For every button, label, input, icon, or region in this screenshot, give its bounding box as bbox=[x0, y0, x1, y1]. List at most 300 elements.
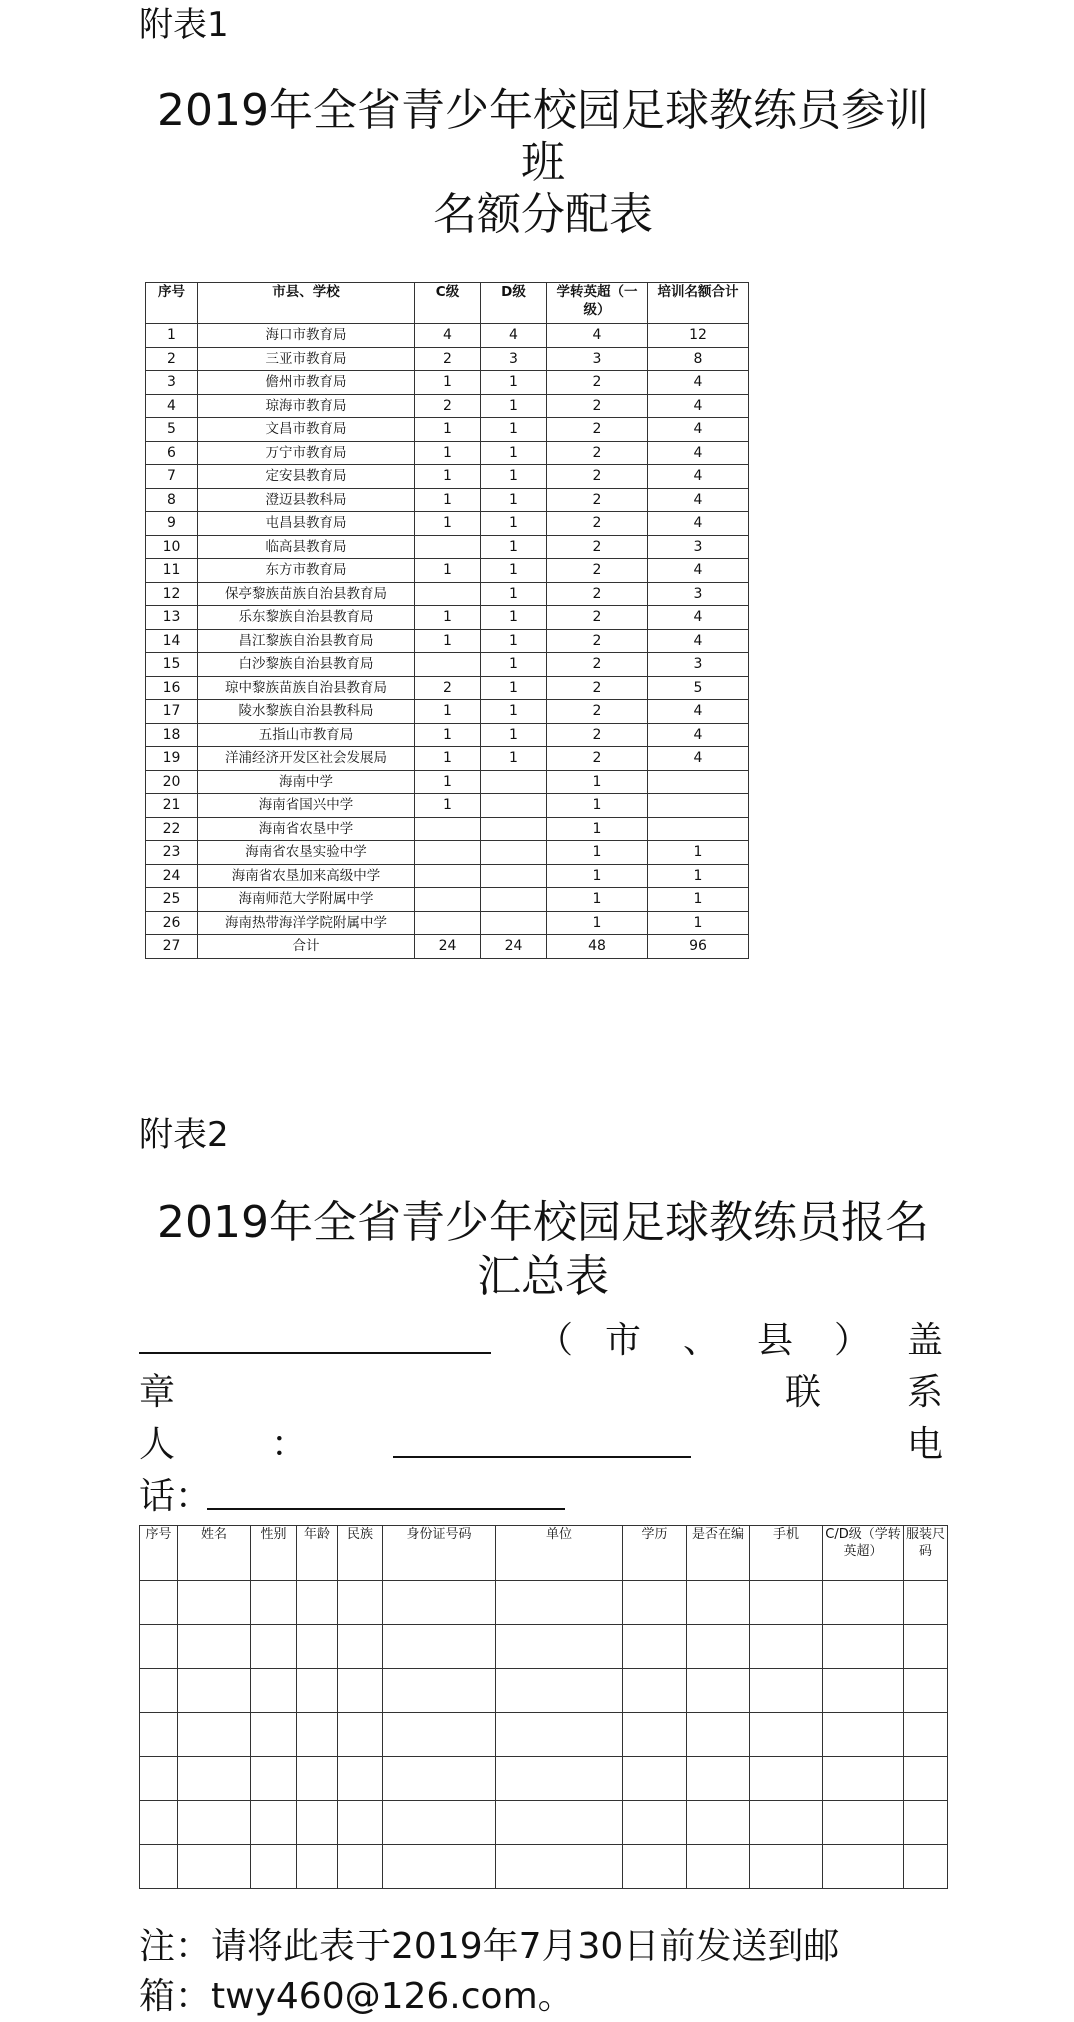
table-cell: 22 bbox=[146, 817, 198, 841]
table-cell: 2 bbox=[547, 512, 648, 536]
table-cell: 5 bbox=[146, 418, 198, 442]
table-cell: 1 bbox=[415, 441, 481, 465]
table-cell: 1 bbox=[481, 418, 547, 442]
table-cell: 昌江黎族自治县教育局 bbox=[198, 629, 415, 653]
table-cell bbox=[415, 841, 481, 865]
table-cell: 文昌市教育局 bbox=[198, 418, 415, 442]
empty-entry-cell[interactable] bbox=[823, 1757, 904, 1801]
table-cell: 海南热带海洋学院附属中学 bbox=[198, 911, 415, 935]
empty-entry-cell[interactable] bbox=[750, 1801, 823, 1845]
table-cell: 1 bbox=[481, 723, 547, 747]
note-suffix: 。 bbox=[537, 1976, 574, 2017]
table-cell: 2 bbox=[415, 394, 481, 418]
empty-entry-cell[interactable] bbox=[687, 1669, 750, 1713]
empty-entry-cell[interactable] bbox=[904, 1845, 948, 1889]
table-cell: 2 bbox=[547, 441, 648, 465]
registration-table-header: 服装尺码 bbox=[904, 1526, 948, 1581]
empty-entry-cell[interactable] bbox=[623, 1845, 687, 1889]
table-cell: 1 bbox=[415, 629, 481, 653]
table-cell: 1 bbox=[547, 817, 648, 841]
table-cell: 4 bbox=[415, 324, 481, 348]
table-row bbox=[140, 1713, 948, 1757]
table-cell: 19 bbox=[146, 747, 198, 771]
table-cell: 96 bbox=[648, 935, 749, 959]
empty-entry-cell[interactable] bbox=[251, 1581, 297, 1625]
table-cell bbox=[481, 911, 547, 935]
phone-label: 话： bbox=[139, 1476, 212, 1517]
quota-allocation-table bbox=[145, 282, 749, 959]
empty-entry-cell[interactable] bbox=[687, 1581, 750, 1625]
table-cell: 1 bbox=[415, 747, 481, 771]
empty-entry-cell[interactable] bbox=[297, 1713, 338, 1757]
email-link[interactable]: twy460@126.com bbox=[211, 1976, 538, 2017]
registration-table-header: 民族 bbox=[338, 1526, 383, 1581]
empty-entry-cell[interactable] bbox=[140, 1625, 178, 1669]
empty-entry-cell[interactable] bbox=[251, 1625, 297, 1669]
table-cell: 1 bbox=[481, 512, 547, 536]
contact-char-1: 联 bbox=[785, 1372, 822, 1413]
table-cell bbox=[481, 841, 547, 865]
empty-entry-cell[interactable] bbox=[623, 1713, 687, 1757]
table-cell: 1 bbox=[481, 371, 547, 395]
table-row bbox=[146, 888, 749, 912]
table-row bbox=[140, 1625, 948, 1669]
phone-blank[interactable] bbox=[207, 1508, 565, 1510]
empty-entry-cell[interactable] bbox=[297, 1801, 338, 1845]
table-cell: 澄迈县教科局 bbox=[198, 488, 415, 512]
table-cell: 12 bbox=[648, 324, 749, 348]
empty-entry-cell[interactable] bbox=[383, 1625, 496, 1669]
table-cell: 1 bbox=[481, 465, 547, 489]
table-cell: 1 bbox=[481, 653, 547, 677]
city-county-blank[interactable] bbox=[139, 1352, 491, 1354]
table-row bbox=[140, 1757, 948, 1801]
empty-entry-cell[interactable] bbox=[687, 1845, 750, 1889]
table-cell: 4 bbox=[648, 559, 749, 583]
empty-entry-cell[interactable] bbox=[383, 1757, 496, 1801]
empty-entry-cell[interactable] bbox=[178, 1581, 251, 1625]
paren-close: ） bbox=[834, 1320, 871, 1361]
empty-entry-cell[interactable] bbox=[251, 1757, 297, 1801]
table-cell: 27 bbox=[146, 935, 198, 959]
phone-char-1: 电 bbox=[907, 1424, 944, 1465]
table-cell: 25 bbox=[146, 888, 198, 912]
empty-entry-cell[interactable] bbox=[750, 1713, 823, 1757]
table-cell: 4 bbox=[648, 418, 749, 442]
table-cell: 2 bbox=[547, 723, 648, 747]
table-cell: 4 bbox=[648, 465, 749, 489]
empty-entry-cell[interactable] bbox=[496, 1757, 623, 1801]
table-cell: 4 bbox=[648, 371, 749, 395]
table-cell: 2 bbox=[415, 676, 481, 700]
table-cell: 16 bbox=[146, 676, 198, 700]
table-cell: 1 bbox=[481, 606, 547, 630]
table-cell: 17 bbox=[146, 700, 198, 724]
table-cell: 3 bbox=[648, 582, 749, 606]
empty-entry-cell[interactable] bbox=[823, 1581, 904, 1625]
contact-char-3: 人 bbox=[139, 1424, 176, 1465]
table-cell: 2 bbox=[547, 629, 648, 653]
empty-entry-cell[interactable] bbox=[687, 1801, 750, 1845]
table-cell: 3 bbox=[146, 371, 198, 395]
table-cell: 1 bbox=[648, 911, 749, 935]
table-row bbox=[146, 394, 749, 418]
empty-entry-cell[interactable] bbox=[140, 1669, 178, 1713]
empty-entry-cell[interactable] bbox=[623, 1801, 687, 1845]
empty-entry-cell[interactable] bbox=[140, 1757, 178, 1801]
table-cell: 1 bbox=[481, 676, 547, 700]
table-cell: 1 bbox=[481, 582, 547, 606]
table-cell: 1 bbox=[415, 488, 481, 512]
table-cell: 1 bbox=[481, 700, 547, 724]
empty-entry-cell[interactable] bbox=[383, 1713, 496, 1757]
table-cell: 2 bbox=[547, 418, 648, 442]
table-cell: 7 bbox=[146, 465, 198, 489]
table-cell: 2 bbox=[547, 465, 648, 489]
empty-entry-cell[interactable] bbox=[338, 1625, 383, 1669]
table-row bbox=[140, 1845, 948, 1889]
table-cell: 保亭黎族苗族自治县教育局 bbox=[198, 582, 415, 606]
empty-entry-cell[interactable] bbox=[750, 1845, 823, 1889]
table-row bbox=[146, 488, 749, 512]
table-cell: 1 bbox=[481, 629, 547, 653]
table-cell: 2 bbox=[547, 747, 648, 771]
table-cell: 1 bbox=[547, 864, 648, 888]
empty-entry-cell[interactable] bbox=[178, 1669, 251, 1713]
table-cell bbox=[415, 888, 481, 912]
empty-entry-cell[interactable] bbox=[338, 1669, 383, 1713]
empty-entry-cell[interactable] bbox=[750, 1581, 823, 1625]
empty-entry-cell[interactable] bbox=[687, 1713, 750, 1757]
empty-entry-cell[interactable] bbox=[623, 1669, 687, 1713]
contact-person-blank[interactable] bbox=[393, 1456, 691, 1458]
empty-entry-cell[interactable] bbox=[338, 1581, 383, 1625]
table-cell: 3 bbox=[547, 347, 648, 371]
table-row bbox=[140, 1669, 948, 1713]
table-cell: 4 bbox=[481, 324, 547, 348]
empty-entry-cell[interactable] bbox=[338, 1845, 383, 1889]
empty-entry-cell[interactable] bbox=[178, 1757, 251, 1801]
table-row bbox=[146, 700, 749, 724]
table-cell: 1 bbox=[547, 911, 648, 935]
note-line1: 注：请将此表于2019年7月30日前发送到邮 bbox=[139, 1926, 840, 1967]
empty-entry-cell[interactable] bbox=[140, 1713, 178, 1757]
table-cell bbox=[481, 794, 547, 818]
empty-entry-cell[interactable] bbox=[823, 1845, 904, 1889]
registration-table-header: 身份证号码 bbox=[383, 1526, 496, 1581]
table-cell: 13 bbox=[146, 606, 198, 630]
registration-table-header: 性别 bbox=[251, 1526, 297, 1581]
table-cell bbox=[481, 817, 547, 841]
table-cell: 海口市教育局 bbox=[198, 324, 415, 348]
table-cell: 1 bbox=[648, 888, 749, 912]
table-row bbox=[146, 935, 749, 959]
empty-entry-cell[interactable] bbox=[904, 1669, 948, 1713]
table-cell: 6 bbox=[146, 441, 198, 465]
table-row bbox=[146, 794, 749, 818]
empty-entry-cell[interactable] bbox=[750, 1757, 823, 1801]
table-cell: 11 bbox=[146, 559, 198, 583]
empty-entry-cell[interactable] bbox=[496, 1625, 623, 1669]
table-row bbox=[146, 512, 749, 536]
registration-table-header: 学历 bbox=[623, 1526, 687, 1581]
table-cell: 1 bbox=[415, 371, 481, 395]
county-char: 县 bbox=[757, 1320, 794, 1361]
table-cell: 临高县教育局 bbox=[198, 535, 415, 559]
table-cell: 1 bbox=[415, 723, 481, 747]
table-cell: 屯昌县教育局 bbox=[198, 512, 415, 536]
empty-entry-cell[interactable] bbox=[251, 1669, 297, 1713]
city-char: 市 bbox=[605, 1320, 642, 1361]
table-cell bbox=[481, 888, 547, 912]
table-cell: 1 bbox=[547, 841, 648, 865]
empty-entry-cell[interactable] bbox=[904, 1757, 948, 1801]
paren-open: （ bbox=[537, 1320, 574, 1361]
table-row bbox=[146, 770, 749, 794]
table-cell: 9 bbox=[146, 512, 198, 536]
empty-entry-cell[interactable] bbox=[496, 1713, 623, 1757]
empty-entry-cell[interactable] bbox=[178, 1713, 251, 1757]
table-cell: 1 bbox=[481, 488, 547, 512]
empty-entry-cell[interactable] bbox=[623, 1581, 687, 1625]
empty-entry-cell[interactable] bbox=[623, 1625, 687, 1669]
table-cell: 白沙黎族自治县教育局 bbox=[198, 653, 415, 677]
table-cell: 3 bbox=[648, 535, 749, 559]
table-row bbox=[146, 606, 749, 630]
empty-entry-cell[interactable] bbox=[496, 1845, 623, 1889]
table-cell: 15 bbox=[146, 653, 198, 677]
registration-table-header: 序号 bbox=[140, 1526, 178, 1581]
empty-entry-cell[interactable] bbox=[140, 1801, 178, 1845]
table-cell: 24 bbox=[415, 935, 481, 959]
contact-colon: ： bbox=[271, 1424, 308, 1465]
table-cell: 2 bbox=[547, 488, 648, 512]
registration-table-header: C/D级（学转英超） bbox=[823, 1526, 904, 1581]
table-cell: 1 bbox=[481, 535, 547, 559]
registration-table-header: 年龄 bbox=[297, 1526, 338, 1581]
table-cell bbox=[415, 864, 481, 888]
empty-entry-cell[interactable] bbox=[383, 1845, 496, 1889]
contact-char-2: 系 bbox=[907, 1372, 944, 1413]
table-cell: 8 bbox=[648, 347, 749, 371]
empty-entry-cell[interactable] bbox=[383, 1669, 496, 1713]
table-cell: 海南省农垦实验中学 bbox=[198, 841, 415, 865]
empty-entry-cell[interactable] bbox=[297, 1757, 338, 1801]
table-cell: 4 bbox=[648, 441, 749, 465]
table-cell: 1 bbox=[415, 700, 481, 724]
annex2-label: 附表2 bbox=[139, 1115, 229, 1155]
table-row bbox=[146, 817, 749, 841]
table-cell: 3 bbox=[481, 347, 547, 371]
empty-entry-cell[interactable] bbox=[623, 1757, 687, 1801]
empty-entry-cell[interactable] bbox=[251, 1845, 297, 1889]
table-cell: 1 bbox=[415, 512, 481, 536]
table-row bbox=[146, 535, 749, 559]
seal-char-2: 章 bbox=[139, 1372, 176, 1413]
table-cell: 10 bbox=[146, 535, 198, 559]
table-cell: 1 bbox=[547, 794, 648, 818]
empty-entry-cell[interactable] bbox=[904, 1581, 948, 1625]
empty-entry-cell[interactable] bbox=[178, 1625, 251, 1669]
empty-entry-cell[interactable] bbox=[904, 1713, 948, 1757]
table-cell: 3 bbox=[648, 653, 749, 677]
table-cell: 1 bbox=[146, 324, 198, 348]
empty-entry-cell[interactable] bbox=[687, 1757, 750, 1801]
table-cell: 1 bbox=[415, 794, 481, 818]
table-cell: 陵水黎族自治县教科局 bbox=[198, 700, 415, 724]
table-cell bbox=[648, 794, 749, 818]
empty-entry-cell[interactable] bbox=[178, 1801, 251, 1845]
table-row bbox=[146, 324, 749, 348]
table-cell bbox=[415, 817, 481, 841]
table-cell: 1 bbox=[481, 394, 547, 418]
empty-entry-cell[interactable] bbox=[687, 1625, 750, 1669]
table-cell: 4 bbox=[547, 324, 648, 348]
table-cell: 儋州市教育局 bbox=[198, 371, 415, 395]
note-prefix: 箱： bbox=[139, 1976, 212, 2017]
empty-entry-cell[interactable] bbox=[750, 1669, 823, 1713]
registration-table-header: 姓名 bbox=[178, 1526, 251, 1581]
table-cell: 五指山市教育局 bbox=[198, 723, 415, 747]
empty-entry-cell[interactable] bbox=[297, 1845, 338, 1889]
table-cell: 海南省国兴中学 bbox=[198, 794, 415, 818]
table-cell: 4 bbox=[146, 394, 198, 418]
table-cell: 14 bbox=[146, 629, 198, 653]
empty-entry-cell[interactable] bbox=[297, 1625, 338, 1669]
empty-entry-cell[interactable] bbox=[383, 1581, 496, 1625]
table-row bbox=[146, 465, 749, 489]
table-cell: 4 bbox=[648, 512, 749, 536]
table-cell: 1 bbox=[481, 747, 547, 771]
separator-char: 、 bbox=[683, 1320, 720, 1361]
table-cell bbox=[648, 770, 749, 794]
table-row bbox=[146, 911, 749, 935]
table-cell: 合计 bbox=[198, 935, 415, 959]
table-cell: 4 bbox=[648, 700, 749, 724]
registration-table-header: 手机 bbox=[750, 1526, 823, 1581]
empty-entry-cell[interactable] bbox=[338, 1757, 383, 1801]
table-cell: 海南中学 bbox=[198, 770, 415, 794]
empty-entry-cell[interactable] bbox=[904, 1625, 948, 1669]
annex1-label: 附表1 bbox=[139, 5, 229, 45]
table-cell bbox=[415, 911, 481, 935]
empty-entry-cell[interactable] bbox=[140, 1845, 178, 1889]
quota-table-header: D级 bbox=[481, 283, 547, 324]
quota-table-header: 市县、学校 bbox=[198, 283, 415, 324]
table-cell: 2 bbox=[547, 606, 648, 630]
table-cell: 1 bbox=[547, 770, 648, 794]
empty-entry-cell[interactable] bbox=[496, 1669, 623, 1713]
table-cell: 1 bbox=[415, 770, 481, 794]
table-cell: 万宁市教育局 bbox=[198, 441, 415, 465]
empty-entry-cell[interactable] bbox=[904, 1801, 948, 1845]
empty-entry-cell[interactable] bbox=[338, 1801, 383, 1845]
empty-entry-cell[interactable] bbox=[823, 1713, 904, 1757]
table-row bbox=[146, 629, 749, 653]
empty-entry-cell[interactable] bbox=[750, 1625, 823, 1669]
table-cell: 20 bbox=[146, 770, 198, 794]
table-row bbox=[146, 723, 749, 747]
table-cell bbox=[415, 582, 481, 606]
table-row bbox=[146, 418, 749, 442]
table-cell: 2 bbox=[547, 559, 648, 583]
table-cell: 1 bbox=[415, 465, 481, 489]
table-cell: 8 bbox=[146, 488, 198, 512]
seal-char-1: 盖 bbox=[907, 1320, 944, 1361]
table-cell: 定安县教育局 bbox=[198, 465, 415, 489]
empty-entry-cell[interactable] bbox=[823, 1801, 904, 1845]
empty-entry-cell[interactable] bbox=[823, 1625, 904, 1669]
quota-table-header: C级 bbox=[415, 283, 481, 324]
empty-entry-cell[interactable] bbox=[823, 1669, 904, 1713]
empty-entry-cell[interactable] bbox=[297, 1581, 338, 1625]
table-cell: 1 bbox=[481, 441, 547, 465]
table-cell: 1 bbox=[547, 888, 648, 912]
quota-table-header: 培训名额合计 bbox=[648, 283, 749, 324]
table-row bbox=[146, 864, 749, 888]
empty-entry-cell[interactable] bbox=[251, 1801, 297, 1845]
table-cell: 2 bbox=[415, 347, 481, 371]
table-cell: 1 bbox=[481, 559, 547, 583]
table-row bbox=[146, 371, 749, 395]
empty-entry-cell[interactable] bbox=[496, 1801, 623, 1845]
annex2-title-line1: 2019年全省青少年校园足球教练员报名 bbox=[157, 1197, 929, 1248]
table-cell: 海南师范大学附属中学 bbox=[198, 888, 415, 912]
table-cell: 5 bbox=[648, 676, 749, 700]
table-cell: 18 bbox=[146, 723, 198, 747]
empty-entry-cell[interactable] bbox=[496, 1581, 623, 1625]
table-cell: 琼中黎族苗族自治县教育局 bbox=[198, 676, 415, 700]
table-cell: 26 bbox=[146, 911, 198, 935]
table-cell: 4 bbox=[648, 723, 749, 747]
table-cell: 1 bbox=[648, 864, 749, 888]
empty-entry-cell[interactable] bbox=[251, 1713, 297, 1757]
empty-entry-cell[interactable] bbox=[338, 1713, 383, 1757]
table-row bbox=[146, 582, 749, 606]
table-cell: 4 bbox=[648, 747, 749, 771]
empty-entry-cell[interactable] bbox=[383, 1801, 496, 1845]
table-cell: 乐东黎族自治县教育局 bbox=[198, 606, 415, 630]
table-cell: 4 bbox=[648, 629, 749, 653]
registration-table-header: 是否在编 bbox=[687, 1526, 750, 1581]
table-cell: 海南省农垦加来高级中学 bbox=[198, 864, 415, 888]
table-row bbox=[146, 347, 749, 371]
table-cell: 1 bbox=[648, 841, 749, 865]
table-cell: 12 bbox=[146, 582, 198, 606]
table-row bbox=[146, 559, 749, 583]
table-cell: 1 bbox=[415, 606, 481, 630]
table-cell: 2 bbox=[547, 371, 648, 395]
table-cell: 23 bbox=[146, 841, 198, 865]
table-row bbox=[146, 653, 749, 677]
table-cell: 21 bbox=[146, 794, 198, 818]
table-cell: 2 bbox=[146, 347, 198, 371]
registration-summary-table bbox=[139, 1525, 948, 1889]
table-cell: 2 bbox=[547, 676, 648, 700]
empty-entry-cell[interactable] bbox=[178, 1845, 251, 1889]
empty-entry-cell[interactable] bbox=[140, 1581, 178, 1625]
table-cell: 2 bbox=[547, 535, 648, 559]
empty-entry-cell[interactable] bbox=[297, 1669, 338, 1713]
table-cell: 4 bbox=[648, 488, 749, 512]
table-row bbox=[140, 1801, 948, 1845]
quota-table-header: 序号 bbox=[146, 283, 198, 324]
table-cell: 2 bbox=[547, 700, 648, 724]
table-cell bbox=[415, 653, 481, 677]
table-row bbox=[146, 441, 749, 465]
table-cell: 三亚市教育局 bbox=[198, 347, 415, 371]
registration-table-header: 单位 bbox=[496, 1526, 623, 1581]
